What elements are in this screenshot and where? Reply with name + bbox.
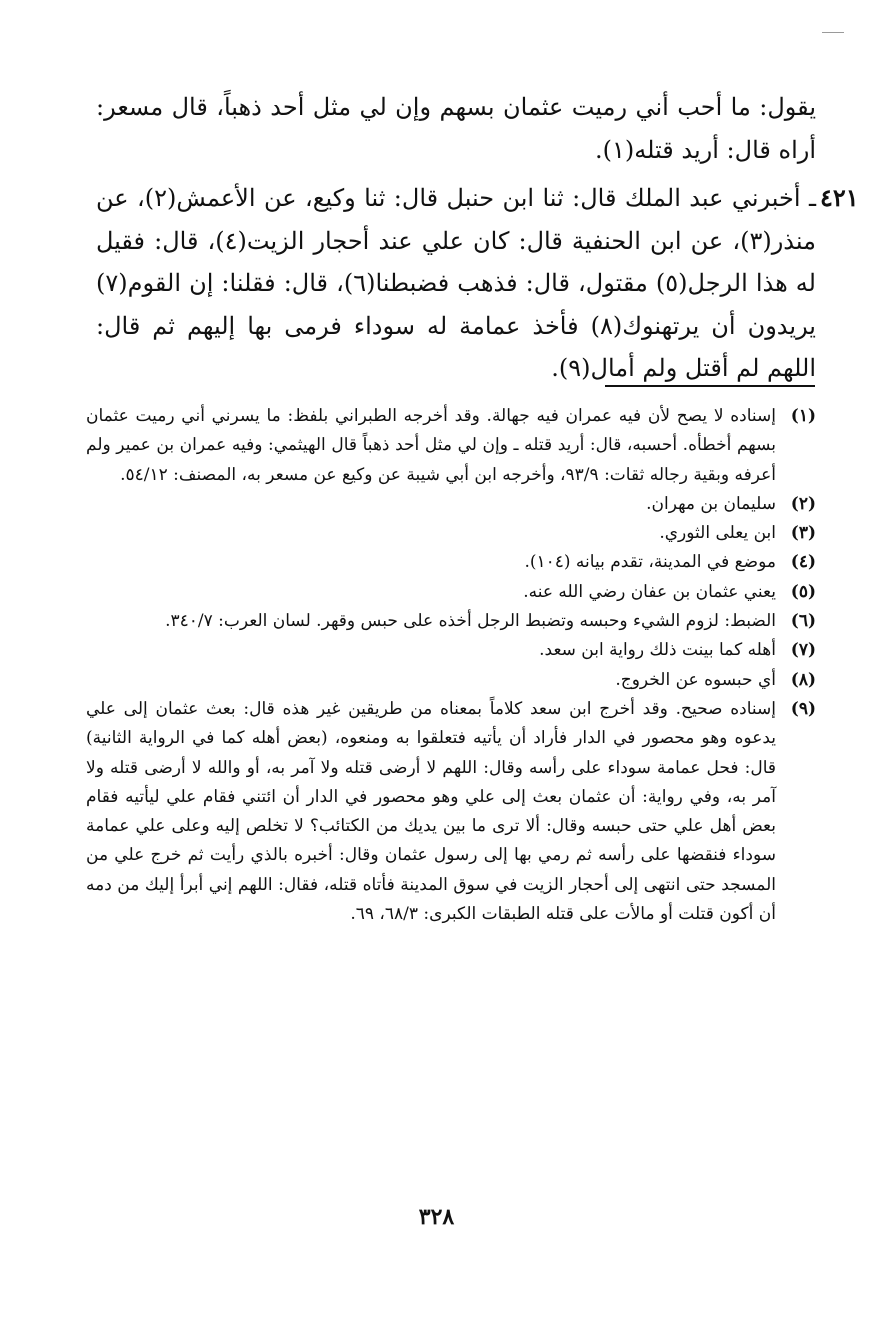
footnote-text: سليمان بن مهران. — [646, 493, 776, 514]
footnote — [86, 490, 816, 519]
footnote-text: موضع في المدينة، تقدم بيانه (١٠٤). — [524, 552, 776, 573]
page-number: ٣٢٨ — [418, 1204, 455, 1230]
footnote-text: إسناده صحيح. وقد أخرج ابن سعد كلاماً بمعناه من طريقين غير هذه قال: بعث عثمان إلى علي يدعوه وهو محصور في الدار فأراد أن يأتيه فتعلقوا به ومنعوه، (بعض أهله كما في الرواية الثانية) قال: فحل عمامة سوداء على رأسه وقال: اللهم لا أرضى قتله ولا آمر به، أو والله لا أرضى قتله ولا آمر به، وفي رواية: أن عثمان بعث إلى علي وهو محصور في الدار أن ائتني فقام علي ليأتيه فقام بعض أهل علي حتى حبسه وقال: ألا ترى ما بين يديك من الكتائب؟ لا تخلص إليه وعلى علي عمامة سوداء فنقضها على رأسه ثم رمي بها إلى رسول عثمان وقال: أخبره بالذي رأيت ثم خرج علي من المسجد حتى انتهى إلى أحجار الزيت في سوق المدينة فأتاه قتله، فقال: اللهم إني أبرأ إليك من دمه أن أكون قتلت أو مالأت على قتله الطبقات الكبرى: ٦٨/٣، ٦٩. — [86, 698, 776, 925]
footnote-text: ابن يعلى الثوري. — [659, 523, 776, 544]
footnote — [86, 548, 816, 577]
footnote-number: (١) — [790, 406, 816, 426]
footnote-text: يعني عثمان بن عفان رضي الله عنه. — [523, 581, 776, 602]
narration-entry — [96, 177, 859, 390]
footnote — [86, 402, 816, 490]
footnote-number: (٦) — [790, 611, 816, 632]
footnote — [86, 578, 816, 607]
footnote-text: أهله كما بينت ذلك رواية ابن سعد. — [539, 640, 776, 661]
footnote — [86, 636, 816, 665]
intro-paragraph: يقول: ما أحب أني رميت عثمان بسهم وإن لي مثل أحد ذهباً، قال مسعر: أراه قال: أريد قتله(١). — [96, 93, 816, 164]
scan-mark — [822, 32, 844, 33]
footnote-number: (٢) — [790, 493, 816, 514]
footnote-number: (٤) — [790, 552, 816, 573]
footnote — [86, 607, 816, 636]
footnote-text: إسناده لا يصح لأن فيه عمران فيه جهالة. وقد أخرجه الطبراني بلفظ: ما يسرني أني رميت عثمان بسهم أخطأه. أحسبه، قال: أريد قتله ـ وإن لي مثل أحد ذهباً قال الهيثمي: وفيه عمران بن عمير ولم أعرفه وبقية رجاله ثقات: ٩٣/٩، وأخرجه ابن أبي شيبة عن وكيع عن مسعر به، المصنف: ٥٤/١٢. — [86, 406, 776, 485]
main-text — [96, 86, 859, 390]
footnote-number: (٥) — [790, 581, 816, 602]
footnotes — [86, 402, 816, 929]
footnote — [86, 666, 816, 695]
entry-text: ـ أخبرني عبد الملك قال: ثنا ابن حنبل قال: ثنا وكيع، عن الأعمش(٢)، عن منذر(٣)، عن ابن الحنفية قال: كان علي عند أحجار الزيت(٤)، قال: فقيل له هذا الرجل(٥) مقتول، قال: فذهب فضبطنا(٦)، قال: فقلنا: إن القوم(٧) يريدون أن يرتهنوك(٨) فأخذ عمامة له سوداء فرمى بها إليهم ثم قال: اللهم لم أقتل ولم أمال(٩). — [96, 184, 817, 382]
footnote — [86, 519, 816, 548]
footnote-number: (٨) — [790, 669, 816, 690]
footnote-number: (٩) — [790, 698, 816, 719]
footnote-text: الضبط: لزوم الشيء وحبسه وتضبط الرجل أخذه على حبس وقهر. لسان العرب: ٣٤٠/٧. — [165, 611, 776, 632]
footnote-number: (٧) — [790, 640, 816, 661]
footnote — [86, 695, 816, 929]
entry-number: ٤٢١ — [820, 183, 859, 212]
footnote-text: أي حبسوه عن الخروج. — [615, 669, 776, 690]
footnote-divider — [605, 385, 815, 387]
footnote-number: (٣) — [790, 523, 816, 544]
